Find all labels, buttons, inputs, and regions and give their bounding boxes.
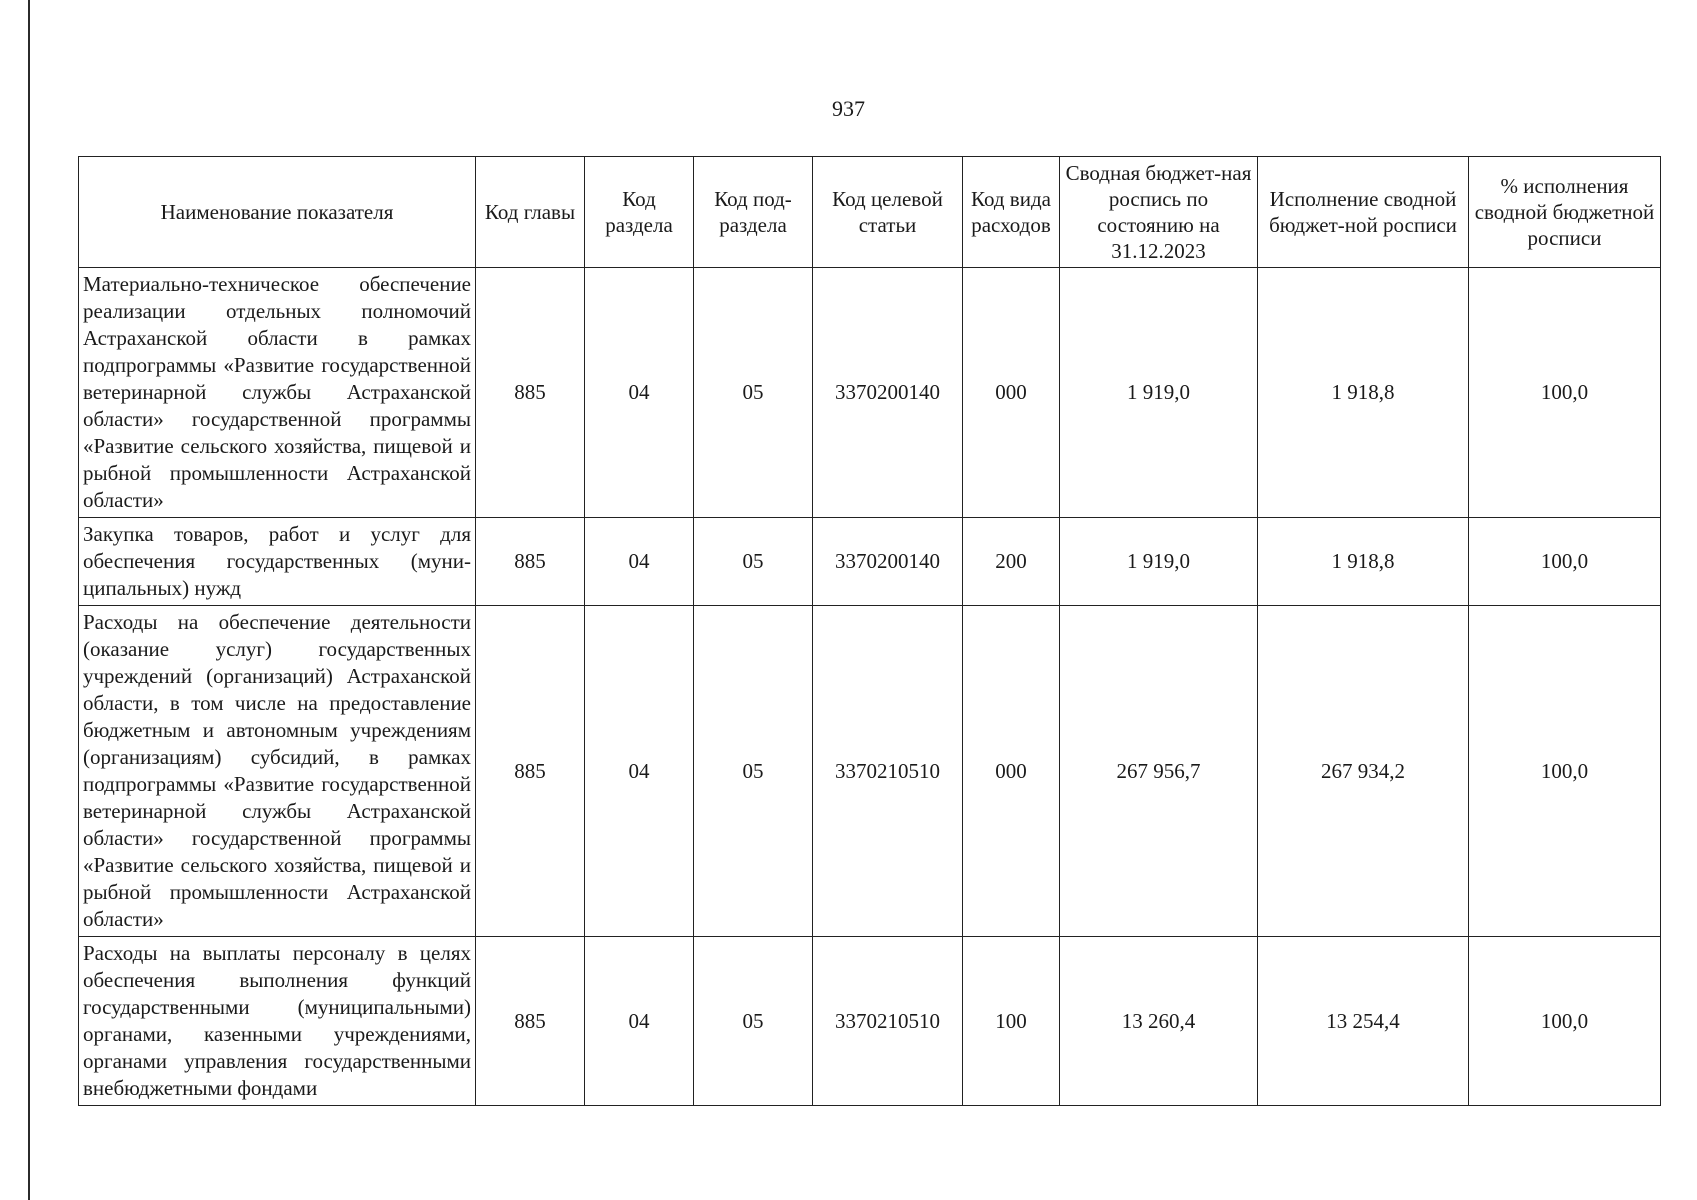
section-code: 04: [585, 606, 694, 937]
target-article-code: 3370200140: [813, 268, 963, 518]
subsection-code: 05: [694, 606, 813, 937]
section-code: 04: [585, 518, 694, 606]
chapter-code: 885: [476, 937, 585, 1106]
expense-type-code: 100: [963, 937, 1060, 1106]
indicator-name: Расходы на обеспечение деятельности (оказание услуг) государственных учреждений (организаций) Астраханской области, в том числе на предоставление бюджетным и автономным учреждениям (организациям) субсидий, в рамках подпрограммы «Развитие государственной ветеринарной службы Астраханской области» государственной программы «Развитие сельского хозяйства, пищевой и рыбной промышленности Астраханской области»: [79, 606, 476, 937]
table-row: [79, 606, 1661, 937]
header-chapter-code: Код главы: [476, 157, 585, 268]
header-execution-percent: % исполнения сводной бюджетной росписи: [1469, 157, 1661, 268]
budget-execution-value: 13 254,4: [1258, 937, 1469, 1106]
target-article-code: 3370210510: [813, 606, 963, 937]
expense-type-code: 000: [963, 268, 1060, 518]
header-target-article-code: Код целевой статьи: [813, 157, 963, 268]
table-header-row: [79, 157, 1661, 268]
budget-plan-value: 13 260,4: [1060, 937, 1258, 1106]
header-indicator-name: Наименование показателя: [79, 157, 476, 268]
header-budget-execution: Исполнение сводной бюджет-ной росписи: [1258, 157, 1469, 268]
subsection-code: 05: [694, 268, 813, 518]
header-expense-type-code: Код вида расходов: [963, 157, 1060, 268]
expense-type-code: 000: [963, 606, 1060, 937]
budget-execution-value: 1 918,8: [1258, 268, 1469, 518]
budget-execution-table: [78, 156, 1661, 1106]
left-margin-line: [28, 0, 30, 1200]
budget-plan-value: 267 956,7: [1060, 606, 1258, 937]
execution-percent-value: 100,0: [1469, 937, 1661, 1106]
chapter-code: 885: [476, 606, 585, 937]
table-row: [79, 518, 1661, 606]
target-article-code: 3370200140: [813, 518, 963, 606]
execution-percent-value: 100,0: [1469, 518, 1661, 606]
table-row: [79, 937, 1661, 1106]
page-number: 937: [832, 96, 865, 121]
execution-percent-value: 100,0: [1469, 606, 1661, 937]
header-section-code: Код раздела: [585, 157, 694, 268]
indicator-name: Материально-техническое обеспечение реализации отдельных полномочий Астраханской области в рамках подпрограммы «Развитие государственной ветеринарной службы Астраханской области» государственной программы «Развитие сельского хозяйства, пищевой и рыбной промышленности Астраханской области»: [79, 268, 476, 518]
table-row: [79, 268, 1661, 518]
header-subsection-code: Код под-раздела: [694, 157, 813, 268]
budget-plan-value: 1 919,0: [1060, 268, 1258, 518]
budget-plan-value: 1 919,0: [1060, 518, 1258, 606]
chapter-code: 885: [476, 518, 585, 606]
target-article-code: 3370210510: [813, 937, 963, 1106]
budget-execution-value: 1 918,8: [1258, 518, 1469, 606]
section-code: 04: [585, 937, 694, 1106]
indicator-name: Расходы на выплаты персоналу в целях обеспечения выполнения функций государственными (муниципальными) органами, казенными учреждениями, органами управления государственными внебюджетными фондами: [79, 937, 476, 1106]
indicator-name: Закупка товаров, работ и услуг для обеспечения государственных (муниципальных) нужд: [79, 518, 476, 606]
subsection-code: 05: [694, 937, 813, 1106]
expense-type-code: 200: [963, 518, 1060, 606]
execution-percent-value: 100,0: [1469, 268, 1661, 518]
section-code: 04: [585, 268, 694, 518]
header-budget-plan: Сводная бюджет-ная роспись по состоянию на 31.12.2023: [1060, 157, 1258, 268]
subsection-code: 05: [694, 518, 813, 606]
budget-execution-value: 267 934,2: [1258, 606, 1469, 937]
chapter-code: 885: [476, 268, 585, 518]
